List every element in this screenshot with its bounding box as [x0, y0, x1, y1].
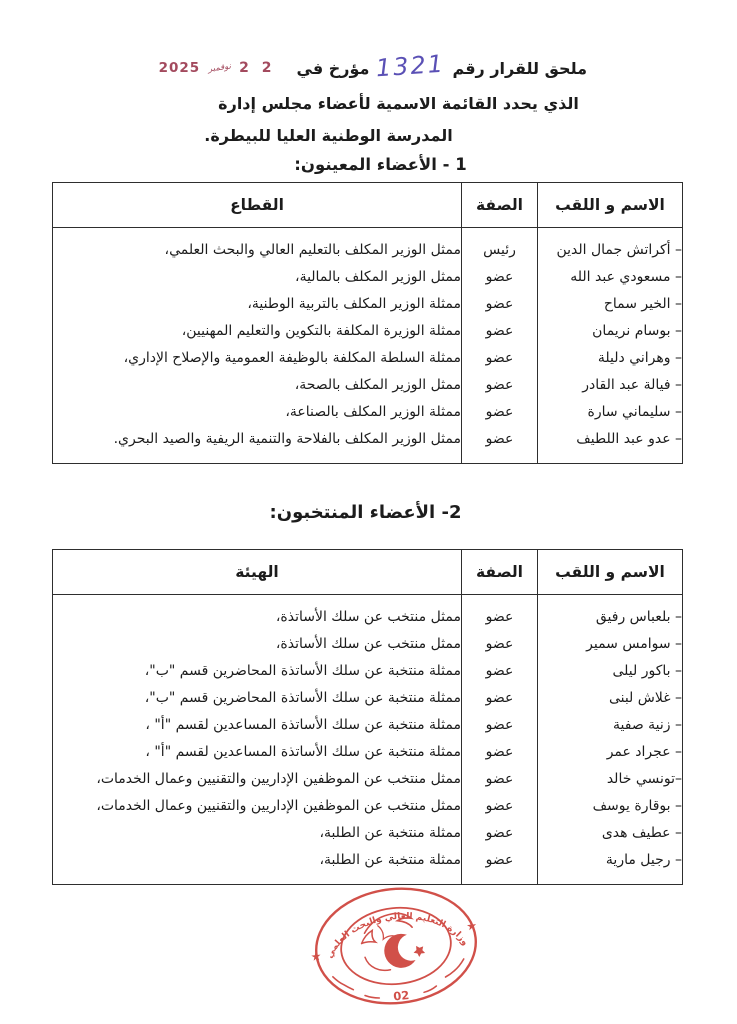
- cell-sector: ممثلة الوزير المكلف بالصناعة،: [53, 399, 462, 426]
- table-row: [53, 658, 683, 685]
- cell-role: رئيس: [462, 228, 538, 265]
- cell-name: – أكراتش جمال الدين: [538, 228, 683, 265]
- table-row: [53, 264, 683, 291]
- col-header-sector: القطاع: [53, 183, 462, 228]
- cell-role: عضو: [462, 426, 538, 464]
- table-row: [53, 291, 683, 318]
- cell-role: عضو: [462, 372, 538, 399]
- cell-role: عضو: [462, 739, 538, 766]
- col-header-role: الصفة: [462, 183, 538, 228]
- crescent-icon: [383, 933, 417, 970]
- cell-role: عضو: [462, 318, 538, 345]
- table-row: [53, 739, 683, 766]
- table-row: [53, 595, 683, 632]
- cell-name: – بلعباس رفيق: [538, 595, 683, 632]
- cell-role: عضو: [462, 399, 538, 426]
- cell-name: – زنية صفية: [538, 712, 683, 739]
- col-header-name: الاسم و اللقب: [538, 183, 683, 228]
- cell-name: – غلاش لبنى: [538, 685, 683, 712]
- table-row: [53, 847, 683, 885]
- stamp-ring-text: وزارة التعليم العالي والبحث العلمي: [324, 911, 470, 961]
- table-header-row: [53, 550, 683, 595]
- cell-sector: ممثلة السلطة المكلفة بالوظيفة العمومية والإصلاح الإداري،: [53, 345, 462, 372]
- table-row: [53, 426, 683, 464]
- col-header-body: الهيئة: [53, 550, 462, 595]
- elected-members-table: [52, 549, 683, 885]
- cell-name: – الخير سماح: [538, 291, 683, 318]
- cell-body: ممثلة منتخبة عن سلك الأساتذة المحاضرين قسم "ب"،: [53, 658, 462, 685]
- date-stamp: [159, 60, 276, 76]
- table-row: [53, 766, 683, 793]
- cell-name: – فيالة عبد القادر: [538, 372, 683, 399]
- cell-role: عضو: [462, 658, 538, 685]
- cell-body: ممثلة منتخبة عن سلك الأساتذة المحاضرين قسم "ب"،: [53, 685, 462, 712]
- document-title-line3: المدرسة الوطنية العليا للبيطرة.: [204, 126, 453, 145]
- cell-name: – سليماني سارة: [538, 399, 683, 426]
- cell-name: – مسعودي عبد الله: [538, 264, 683, 291]
- cell-sector: ممثلة الوزير المكلف بالتربية الوطنية،: [53, 291, 462, 318]
- stamp-inner-ring: [337, 902, 454, 989]
- date-stamp-day: 2 2: [239, 60, 276, 76]
- cell-name: – بوقارة يوسف: [538, 793, 683, 820]
- cell-body: ممثل منتخب عن الموظفين الإداريين والتقنيين وعمال الخدمات،: [53, 793, 462, 820]
- cell-body: ممثلة منتخبة عن سلك الأساتذة المساعدين لقسم "أ" ،: [53, 739, 462, 766]
- date-stamp-year: 2025: [158, 60, 201, 76]
- cell-name: – باكور ليلى: [538, 658, 683, 685]
- date-stamp-month: نوفمبر: [207, 61, 232, 75]
- stamp-number: 02: [392, 987, 410, 1004]
- cell-role: عضو: [462, 685, 538, 712]
- table-row: [53, 399, 683, 426]
- cell-role: عضو: [462, 264, 538, 291]
- official-seal-stamp: [300, 874, 492, 1024]
- col-header-role: الصفة: [462, 550, 538, 595]
- cell-name: – عجراد عمر: [538, 739, 683, 766]
- cell-name: – وهراني دليلة: [538, 345, 683, 372]
- star-icon: ★: [465, 918, 478, 934]
- cell-body: ممثلة منتخبة عن الطلبة،: [53, 847, 462, 885]
- cell-sector: ممثل الوزير المكلف بالمالية،: [53, 264, 462, 291]
- cell-name: – رجيل مارية: [538, 847, 683, 885]
- star-icon: [413, 945, 426, 958]
- table-header-row: [53, 183, 683, 228]
- decision-number-handwritten: 1321: [375, 49, 447, 83]
- table-row: [53, 372, 683, 399]
- cell-name: –تونسي خالد: [538, 766, 683, 793]
- cell-body: ممثلة منتخبة عن سلك الأساتذة المساعدين لقسم "أ" ،: [53, 712, 462, 739]
- cell-role: عضو: [462, 820, 538, 847]
- cell-role: عضو: [462, 712, 538, 739]
- table-row: [53, 631, 683, 658]
- cell-body: ممثلة منتخبة عن الطلبة،: [53, 820, 462, 847]
- cell-name: – سوامس سمير: [538, 631, 683, 658]
- document-title-line1: [0, 49, 737, 84]
- cell-role: عضو: [462, 291, 538, 318]
- cell-role: عضو: [462, 793, 538, 820]
- appointed-members-table: [52, 182, 683, 464]
- stamp-outer-ring: [310, 881, 481, 1011]
- cell-body: ممثل منتخب عن سلك الأساتذة،: [53, 595, 462, 632]
- table-row: [53, 345, 683, 372]
- star-icon: ★: [309, 948, 323, 964]
- table-row: [53, 712, 683, 739]
- cell-role: عضو: [462, 766, 538, 793]
- section2-heading: 2- الأعضاء المنتخبون:: [269, 502, 462, 523]
- section1-heading: 1 - الأعضاء المعينون:: [294, 155, 467, 174]
- title-suffix: مؤرخ في: [296, 58, 370, 78]
- cell-role: عضو: [462, 595, 538, 632]
- table-row: [53, 228, 683, 265]
- cell-body: ممثل منتخب عن سلك الأساتذة،: [53, 631, 462, 658]
- table-row: [53, 685, 683, 712]
- cell-body: ممثل منتخب عن الموظفين الإداريين والتقنيين وعمال الخدمات،: [53, 766, 462, 793]
- col-header-name: الاسم و اللقب: [538, 550, 683, 595]
- table-row: [53, 820, 683, 847]
- cell-sector: ممثلة الوزيرة المكلفة بالتكوين والتعليم المهنيين،: [53, 318, 462, 345]
- table-row: [53, 318, 683, 345]
- document-title-line2: الذي يحدد القائمة الاسمية لأعضاء مجلس إدارة: [218, 94, 579, 113]
- title-prefix: ملحق للقرار رقم: [452, 58, 587, 78]
- cell-role: عضو: [462, 847, 538, 885]
- cell-role: عضو: [462, 345, 538, 372]
- cell-sector: ممثل الوزير المكلف بالتعليم العالي والبحث العلمي،: [53, 228, 462, 265]
- cell-name: – بوسام نريمان: [538, 318, 683, 345]
- table-row: [53, 793, 683, 820]
- cell-sector: ممثل الوزير المكلف بالفلاحة والتنمية الريفية والصيد البحري.: [53, 426, 462, 464]
- cell-role: عضو: [462, 631, 538, 658]
- cell-sector: ممثل الوزير المكلف بالصحة،: [53, 372, 462, 399]
- cell-name: – عدو عبد اللطيف: [538, 426, 683, 464]
- cell-name: – عطيف هدى: [538, 820, 683, 847]
